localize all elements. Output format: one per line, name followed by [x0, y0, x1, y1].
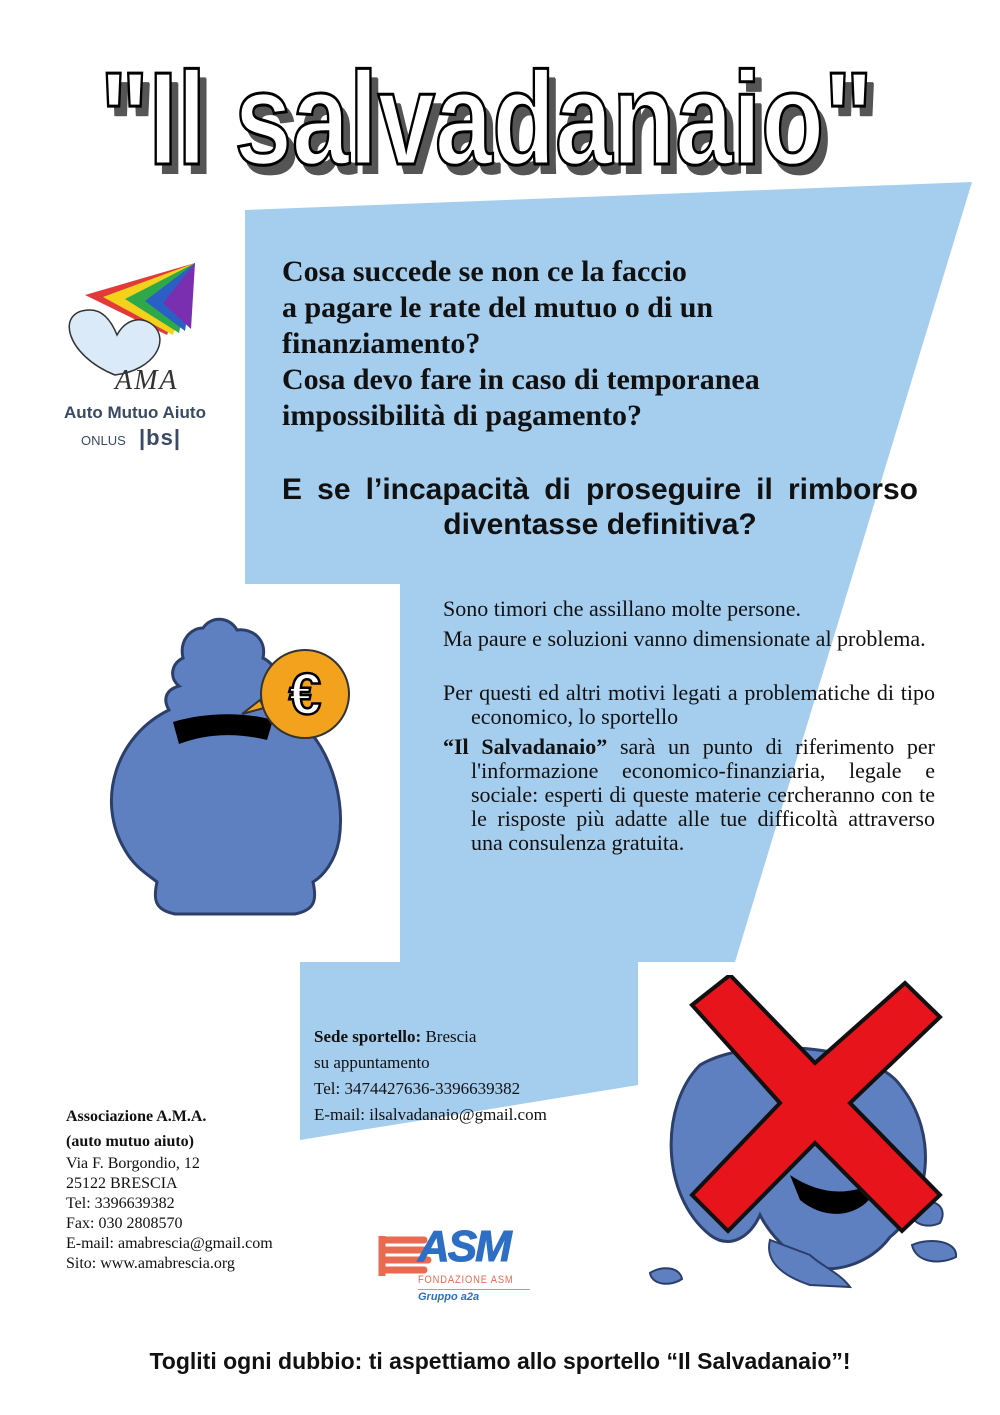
service-description: sarà un punto di riferimento per l'informazione economico-finanziaria, legale e sociale: esperti di queste materie cercheranno con te le risposte più adatte alle tue difficoltà attraverso una consulenza gratuita. [471, 734, 935, 855]
association-email: E-mail: amabrescia@gmail.com [66, 1235, 273, 1252]
asm-word: ASM [418, 1222, 510, 1271]
body-paragraph: Per questi ed altri motivi legati a problematiche di tipo economico, lo sportello [443, 680, 935, 729]
coin-symbol: € [288, 662, 322, 727]
question-line: Cosa succede se non ce la faccio [282, 255, 687, 288]
association-address: Via F. Borgondio, 12 [66, 1155, 200, 1172]
euro-coin-icon [240, 642, 355, 747]
ama-onlus: ONLUS [81, 433, 126, 448]
body-paragraph [443, 735, 935, 855]
footer-slogan: Togliti ogni dubbio: ti aspettiamo allo sportello “Il Salvadanaio”! [149, 1348, 851, 1374]
service-name: “Il Salvadanaio” [443, 734, 608, 759]
page-title: "Il salvadanaio" [100, 45, 873, 192]
sede-label: Sede sportello: [314, 1027, 422, 1046]
question-line: impossibilità di pagamento? [282, 399, 643, 432]
body-paragraph: Sono timori che assillano molte persone. [443, 596, 802, 621]
contact-phone: Tel: 3474427636-3396639382 [314, 1079, 521, 1098]
ama-logo [45, 255, 245, 465]
question-line: Cosa devo fare in caso di temporanea [282, 363, 760, 396]
asm-logo [378, 1222, 538, 1312]
association-site: Sito: www.amabrescia.org [66, 1255, 235, 1272]
ama-name: Auto Mutuo Aiuto [64, 403, 206, 422]
asm-foundation: FONDAZIONE ASM [418, 1274, 514, 1286]
association-city: 25122 BRESCIA [66, 1175, 178, 1192]
sede-value: Brescia [421, 1027, 477, 1046]
contact-email: E-mail: ilsalvadanaio@gmail.com [314, 1105, 547, 1124]
association-fax: Fax: 030 2808570 [66, 1215, 183, 1232]
sede-line [314, 1024, 644, 1050]
association-name: Associazione A.M.A. [66, 1108, 207, 1125]
body-paragraph: Ma paure e soluzioni vanno dimensionate al problema. [443, 626, 926, 651]
appointment-line: su appuntamento [314, 1053, 430, 1072]
asm-divider [418, 1289, 530, 1290]
ama-bs: |bs| [139, 425, 181, 450]
broken-piggy-icon [640, 975, 980, 1305]
association-block [66, 1104, 336, 1274]
body-text [443, 597, 935, 861]
contact-block [314, 1024, 644, 1128]
headline: E se l’incapacità di proseguire il rimborso diventasse definitiva? [282, 473, 918, 541]
association-subtitle: (auto mutuo aiuto) [66, 1133, 195, 1150]
questions-block [282, 254, 932, 434]
question-line: finanziamento? [282, 327, 481, 360]
association-phone: Tel: 3396639382 [66, 1195, 175, 1212]
question-line: a pagare le rate del mutuo o di un [282, 291, 714, 324]
asm-group: Gruppo a2a [418, 1291, 480, 1303]
ama-script: AMA [115, 365, 179, 396]
